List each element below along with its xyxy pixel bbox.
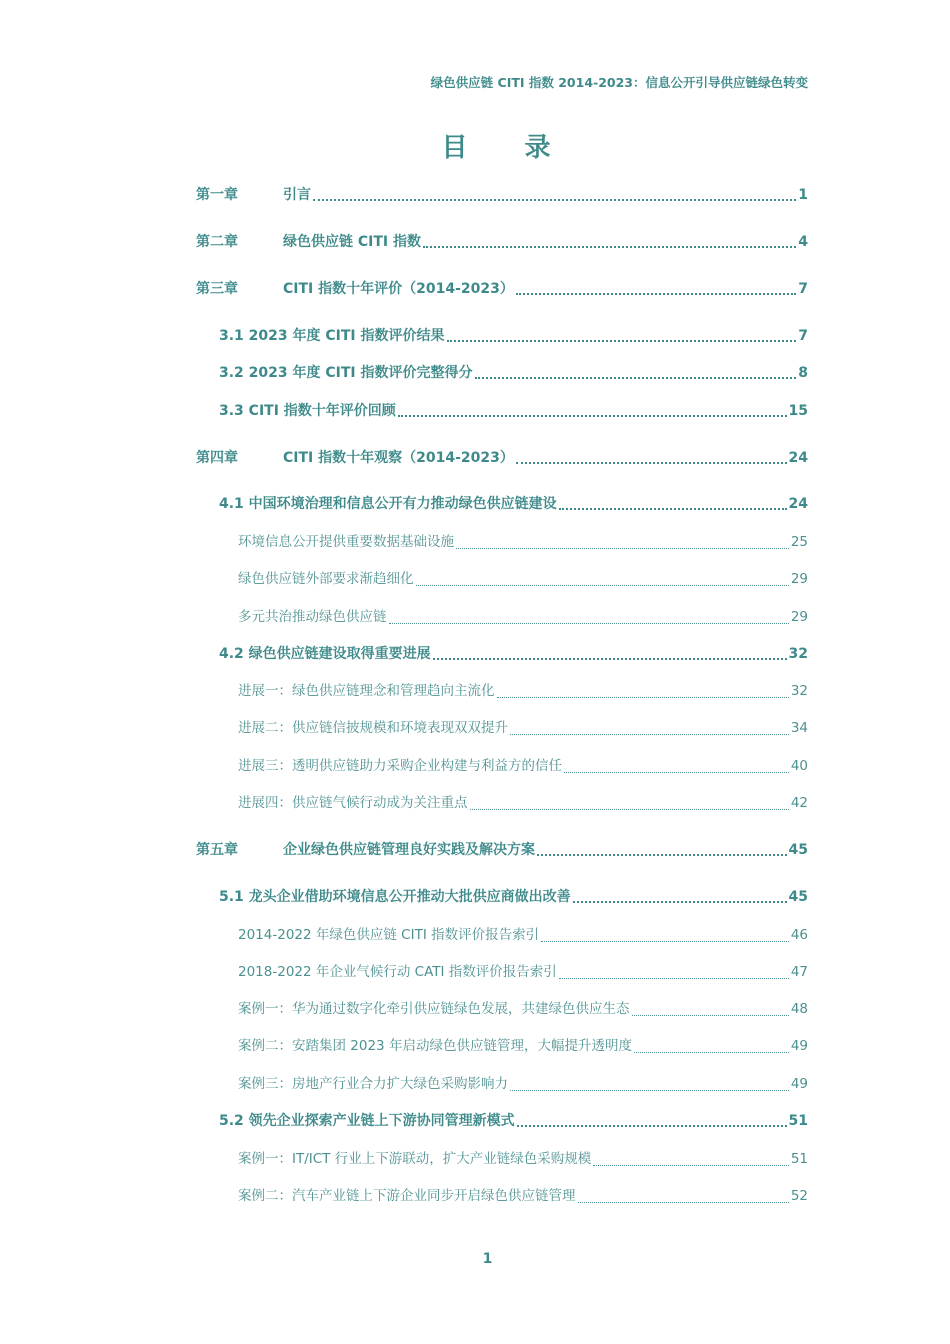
page-number: 1	[482, 1251, 493, 1267]
toc-page-number: 32	[788, 646, 808, 662]
toc-section-5-1[interactable]	[219, 886, 808, 908]
toc-chapter-5[interactable]	[196, 839, 808, 861]
toc-section-3-2[interactable]	[219, 362, 808, 384]
toc-entry-title: 多元共治推动绿色供应链	[238, 609, 387, 625]
toc-page-number: 15	[788, 403, 808, 419]
toc-entry-title: 4.2 绿色供应链建设取得重要进展	[219, 646, 431, 662]
toc-leader-dots	[593, 1165, 789, 1166]
toc-leader-dots	[537, 854, 787, 856]
toc-subsection[interactable]	[238, 1073, 808, 1095]
toc-entry-title: 3.2 2023 年度 CITI 指数评价完整得分	[219, 365, 473, 381]
toc-page-number: 47	[790, 964, 808, 980]
toc-chapter-number: 第五章	[196, 842, 238, 858]
toc-entry-title: 5.2 领先企业探索产业链上下游协同管理新模式	[219, 1113, 515, 1129]
toc-subsection[interactable]	[238, 531, 808, 553]
toc-leader-dots	[497, 697, 789, 698]
toc-leader-dots	[516, 293, 796, 295]
toc-page-number: 40	[790, 758, 808, 774]
toc-subsection[interactable]	[238, 1035, 808, 1057]
toc-section-4-1[interactable]	[219, 493, 808, 515]
toc-leader-dots	[516, 462, 787, 464]
toc-leader-dots	[564, 772, 789, 773]
toc-subsection[interactable]	[238, 924, 808, 946]
toc-entry-title: 引言	[283, 187, 311, 203]
toc-leader-dots	[416, 585, 789, 586]
toc-leader-dots	[423, 246, 796, 248]
toc-subsection[interactable]	[238, 755, 808, 777]
toc-page-number: 51	[790, 1151, 808, 1167]
toc-chapter-3[interactable]	[196, 278, 808, 300]
toc-leader-dots	[313, 199, 796, 201]
toc-entry-title: 企业绿色供应链管理良好实践及解决方案	[283, 842, 535, 858]
toc-page-number: 51	[788, 1113, 808, 1129]
toc-page-number: 7	[798, 328, 808, 344]
toc-chapter-4[interactable]	[196, 447, 808, 469]
toc-leader-dots	[470, 809, 789, 810]
toc-leader-dots	[559, 508, 787, 510]
toc-entry-title: 案例三：房地产行业合力扩大绿色采购影响力	[238, 1076, 508, 1092]
toc-page-number: 1	[798, 187, 808, 203]
toc-chapter-number: 第一章	[196, 187, 238, 203]
toc-subsection[interactable]	[238, 606, 808, 628]
toc-entry-title: 4.1 中国环境治理和信息公开有力推动绿色供应链建设	[219, 496, 557, 512]
toc-page-number: 29	[790, 571, 808, 587]
toc-entry-title: 案例一：华为通过数字化牵引供应链绿色发展，共建绿色供应生态	[238, 1001, 630, 1017]
toc-entry-title: 5.1 龙头企业借助环境信息公开推动大批供应商做出改善	[219, 889, 571, 905]
toc-leader-dots	[433, 658, 787, 660]
toc-chapter-1[interactable]	[196, 184, 808, 206]
toc-page-number: 32	[790, 683, 808, 699]
toc-entry-title: 环境信息公开提供重要数据基础设施	[238, 534, 454, 550]
toc-entry-title: 案例二：安踏集团 2023 年启动绿色供应链管理，大幅提升透明度	[238, 1038, 632, 1054]
toc-page-number: 34	[790, 720, 808, 736]
toc-leader-dots	[541, 941, 789, 942]
toc-entry-title: 2018-2022 年企业气候行动 CATI 指数评价报告索引	[238, 964, 557, 980]
toc-entry-title: CITI 指数十年评价（2014-2023）	[283, 281, 514, 297]
toc-page-number: 45	[788, 889, 808, 905]
toc-leader-dots	[573, 901, 787, 903]
toc-leader-dots	[398, 415, 787, 417]
toc-entry-title: 3.3 CITI 指数十年评价回顾	[219, 403, 396, 419]
toc-leader-dots	[510, 1090, 789, 1091]
toc-chapter-2[interactable]	[196, 231, 808, 253]
toc-subsection[interactable]	[238, 568, 808, 590]
toc-chapter-number: 第三章	[196, 281, 238, 297]
toc-page-number: 29	[790, 609, 808, 625]
toc-page-number: 46	[790, 927, 808, 943]
toc-page-number: 24	[788, 496, 808, 512]
toc-subsection[interactable]	[238, 1148, 808, 1170]
toc-subsection[interactable]	[238, 717, 808, 739]
toc-page-number: 49	[790, 1076, 808, 1092]
toc-page-number: 49	[790, 1038, 808, 1054]
toc-leader-dots	[559, 978, 789, 979]
toc-entry-title: 进展三：透明供应链助力采购企业构建与利益方的信任	[238, 758, 562, 774]
toc-chapter-number: 第二章	[196, 234, 238, 250]
toc-entry-title: 进展一：绿色供应链理念和管理趋向主流化	[238, 683, 495, 699]
toc-subsection[interactable]	[238, 998, 808, 1020]
toc-entry-title: 进展二：供应链信披规模和环境表现双双提升	[238, 720, 508, 736]
toc-subsection[interactable]	[238, 961, 808, 983]
toc-subsection[interactable]	[238, 792, 808, 814]
toc-page-number: 25	[790, 534, 808, 550]
toc-entry-title: 案例一：IT/ICT 行业上下游联动，扩大产业链绿色采购规模	[238, 1151, 592, 1167]
toc-leader-dots	[475, 377, 797, 379]
toc-entry-title: CITI 指数十年观察（2014-2023）	[283, 450, 514, 466]
toc-page-number: 8	[798, 365, 808, 381]
toc-leader-dots	[456, 548, 789, 549]
toc-page-number: 7	[798, 281, 808, 297]
toc-entry-title: 案例二：汽车产业链上下游企业同步开启绿色供应链管理	[238, 1188, 576, 1204]
toc-title: 目 录	[441, 133, 575, 163]
toc-page-number: 4	[798, 234, 808, 250]
toc-leader-dots	[510, 734, 789, 735]
toc-section-5-2[interactable]	[219, 1110, 808, 1132]
toc-leader-dots	[389, 623, 789, 624]
toc-subsection[interactable]	[238, 680, 808, 702]
toc-section-4-2[interactable]	[219, 643, 808, 665]
toc-page-number: 24	[788, 450, 808, 466]
toc-leader-dots	[447, 340, 797, 342]
toc-leader-dots	[632, 1015, 789, 1016]
toc-entry-title: 绿色供应链 CITI 指数	[283, 234, 421, 250]
toc-page-number: 45	[788, 842, 808, 858]
toc-entry-title: 3.1 2023 年度 CITI 指数评价结果	[219, 328, 445, 344]
toc-leader-dots	[634, 1052, 789, 1053]
toc-chapter-number: 第四章	[196, 450, 238, 466]
toc-entry-title: 绿色供应链外部要求渐趋细化	[238, 571, 414, 587]
toc-entry-title: 2014-2022 年绿色供应链 CITI 指数评价报告索引	[238, 927, 540, 943]
toc-entry-title: 进展四：供应链气候行动成为关注重点	[238, 795, 468, 811]
toc-leader-dots	[517, 1125, 787, 1127]
toc-leader-dots	[578, 1202, 789, 1203]
toc-section-3-3[interactable]	[219, 400, 808, 422]
toc-subsection[interactable]	[238, 1185, 808, 1207]
toc-page-number: 48	[790, 1001, 808, 1017]
toc-section-3-1[interactable]	[219, 325, 808, 347]
toc-page-number: 42	[790, 795, 808, 811]
toc-page-number: 52	[790, 1188, 808, 1204]
running-header: 绿色供应链 CITI 指数 2014-2023：信息公开引导供应链绿色转变	[430, 75, 808, 90]
